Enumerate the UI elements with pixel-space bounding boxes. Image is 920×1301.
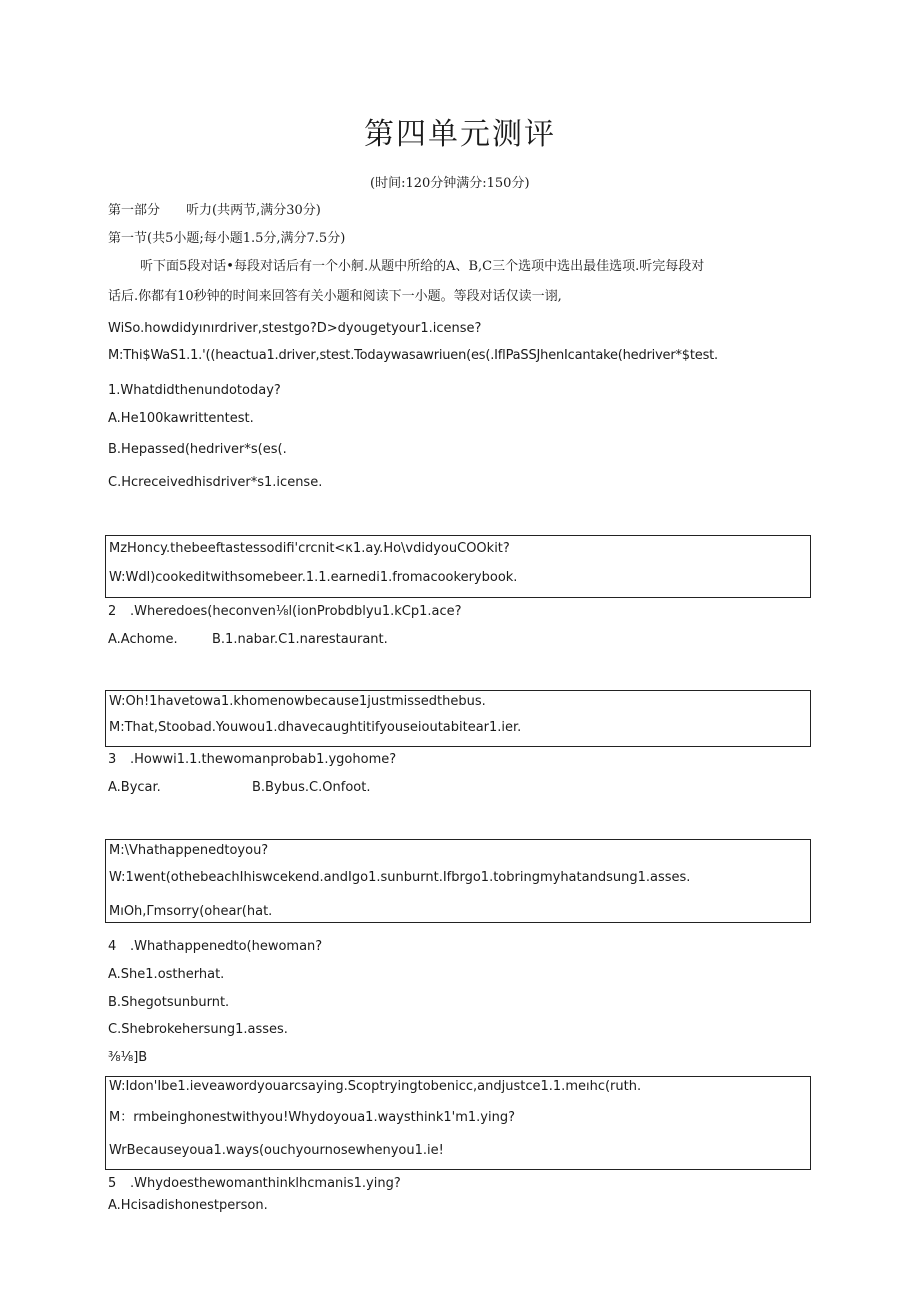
question-number: 3 [108, 752, 117, 767]
question-number: 5 [108, 1176, 117, 1191]
q1-option-a: A.He100kawrittentest. [108, 411, 254, 426]
q4-option-a: A.She1.ostherhat. [108, 967, 225, 982]
dialog-line: W:Oh!1havetowa1.khomenowbecause1justmissedthebus. [109, 694, 486, 709]
section-one-heading: 第一节(共5小题;每小题1.5分,满分7.5分) [108, 231, 346, 246]
dialog-line: M:That,Stoobad.Youwou1.dhavecaughtitifyouseioutabitear1.ier. [109, 720, 522, 735]
q1-option-c: C.Hcreceivedhisdriver*s1.icense. [108, 475, 323, 490]
question-number: 4 [108, 939, 117, 954]
instruction-line: 话后.你都有10秒钟的时间来回答有关小题和阅读下一小题。等段对话仅读一诩, [108, 289, 562, 304]
q3-option-bc: B.Bybus.C.Onfoot. [252, 780, 371, 795]
instruction-line: 听下面5段对话•每段对话后有一个小舸.从题中所给的A、B,C三个选项中选出最佳选项.听完每段对 [140, 259, 705, 274]
dialog-box-3 [105, 690, 811, 747]
question-1: 1.Whatdidthenundotoday? [108, 383, 281, 398]
dialog-line: MıOh,Γmsorry(ohear(hat. [109, 904, 273, 919]
q4-option-b: B.Shegotsunburnt. [108, 995, 230, 1010]
question-3: .Howwi1.1.thewomanprobab1.ygohome? [130, 752, 397, 767]
question-2: .Wheredoes(heconven⅛l(ionProbdblyu1.kCp1.ace? [130, 604, 462, 619]
dialog-line: W:1went(othebeachIhiswcekend.andIgo1.sunburnt.Ifbrgo1.tobringmyhatandsung1.asses. [109, 870, 691, 885]
dialog-line: W:Wdl)cookeditwithsomebeer.1.1.earnedi1.fromacookerybook. [109, 570, 518, 585]
q2-option-a: A.Achome. [108, 632, 178, 647]
time-info: (时间:120分钟满分:150分) [370, 176, 530, 191]
dialog-box-2 [105, 535, 811, 598]
dialog-line: W:Idon'Ibe1.ieveawordyouarcsaying.Scoptryingtobenicc,andjustce1.1.meıhc(ruth. [109, 1079, 642, 1094]
dialog-line: WiSo.howdidyınırdriver,stestgo?D>dyougetyour1.icense? [108, 321, 482, 336]
q1-option-b: B.Hepassed(hedriver*s(es(. [108, 442, 287, 457]
question-number: 2 [108, 604, 117, 619]
question-5: .Whydoesthewomanthinklhcmanis1.ying? [130, 1176, 401, 1191]
dialog-line: M:Thi$WaS1.1.'((heactua1.driver,stest.Todaywasawriuen(es(.IflPaSSJhenIcantake(hedriver*$test. [108, 348, 718, 363]
question-4: .Whathappenedto(hewoman? [130, 939, 323, 954]
part-one-heading: 第一部分 听力(共两节,满分30分) [108, 203, 321, 218]
q3-option-a: A.Bycar. [108, 780, 161, 795]
dialog-line: M:\Vhathappenedtoyou? [109, 843, 269, 858]
dialog-box-4 [105, 839, 811, 923]
q2-option-bc: B.1.nabar.C1.narestaurant. [212, 632, 388, 647]
dialog-line: WrBecauseyoua1.ways(ouchyournosewhenyou1.ie! [109, 1143, 444, 1158]
q4-option-c: C.Shebrokehersung1.asses. [108, 1022, 288, 1037]
dialog-line: M：rmbeinghonestwithyou!Whydoyoua1.waysthink1'm1.ying? [109, 1110, 515, 1125]
dialog-box-5 [105, 1076, 811, 1170]
page-title: 第四单元测评 [364, 117, 556, 152]
q5-option-a: A.Hcisadishonestperson. [108, 1198, 268, 1213]
dialog-line: MzHoncy.thebeeftastessodifi'crcnit<κ1.ay.Ho\vdidyouCOOkit? [109, 541, 510, 556]
text-5-label: ⅜⅛]B [108, 1050, 148, 1065]
